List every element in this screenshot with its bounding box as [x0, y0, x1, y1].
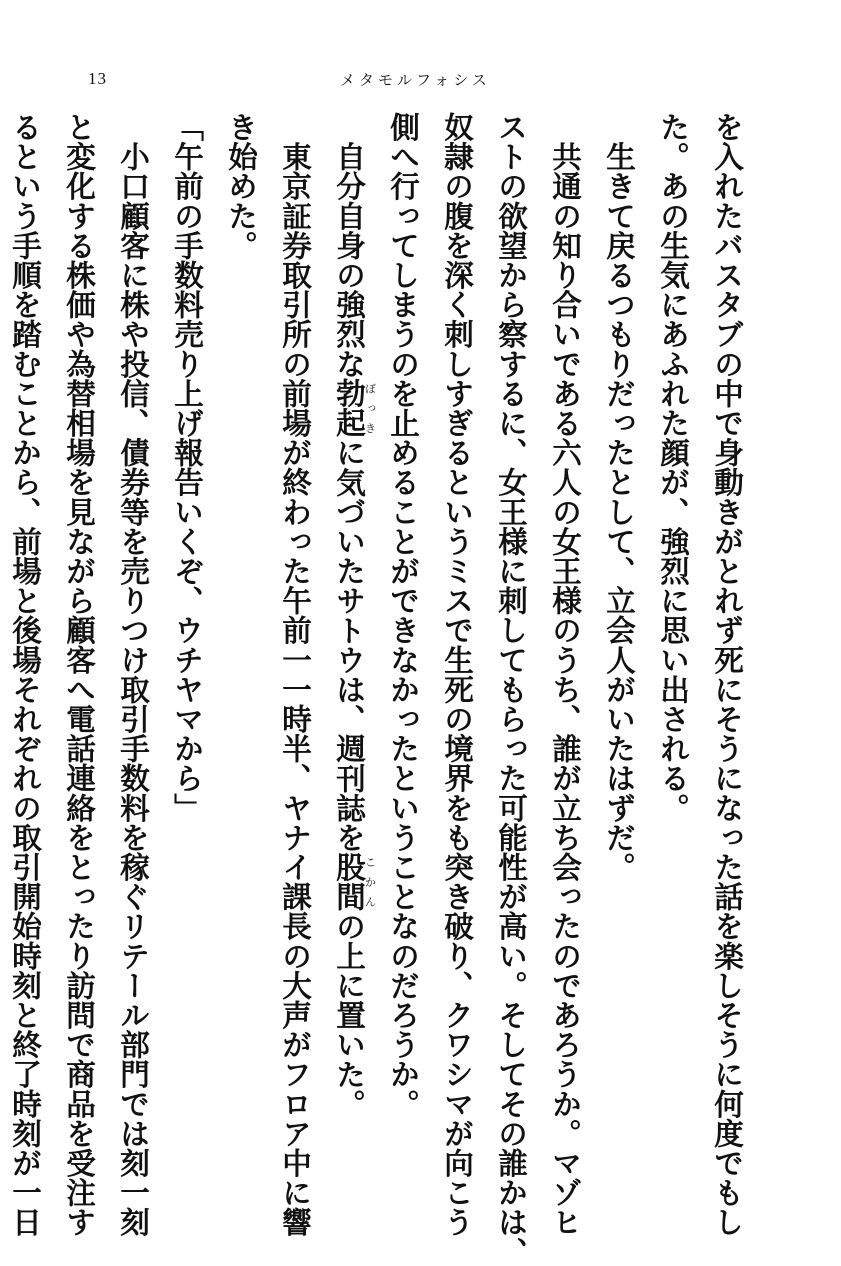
text-line: た。あの生気にあふれた顔が、強烈に思い出される。: [656, 112, 690, 823]
text-line: き始めた。: [224, 112, 258, 260]
text-line: を入れたバスタブの中で身動きがとれず死にそうになった話を楽しそうに何度でもし: [710, 112, 744, 1237]
text-line: 東京証券取引所の前場が終わった午前一一時半、ヤナイ課長の大声がフロア中に響: [278, 112, 312, 1237]
text-line: と変化する株価や為替相場を見ながら顧客へ電話連絡をとったり訪問で商品を受注す: [62, 112, 96, 1237]
ruby-annotation: 股間こかん: [332, 852, 377, 912]
ruby-annotation: 勃起ぼっき: [332, 378, 377, 438]
running-title: メタモルフォシス: [340, 71, 491, 89]
text-line: ストの欲望から察するに、女王様に刺してもらった可能性が高い。そしてその誰かは、: [494, 112, 528, 1266]
text-line: 側へ行ってしまうのを止めることができなかったということなのだろうか。: [386, 112, 420, 1119]
vertical-body-text: [0, 112, 754, 1266]
text-line: 生きて戻るつもりだったとして、立会人がいたはずだ。: [602, 112, 636, 882]
text-line: るという手順を踏むことから、前場と後場それぞれの取引開始時刻と終了時刻が一日: [8, 112, 42, 1237]
text-line: 奴隷の腹を深く刺しすぎるというミスで生死の境界をも突き破り、クワシマが向こう: [440, 112, 474, 1237]
text-line: 「午前の手数料売り上げ報告いくぞ、ウチヤマから」: [170, 112, 204, 823]
furigana-reading: ぼっき: [363, 378, 377, 438]
text-line: 共通の知り合いである六人の女王様のうち、誰が立ち会ったのであろうか。マゾヒ: [548, 112, 582, 1237]
furigana-reading: こかん: [363, 852, 377, 912]
page-number: 13: [88, 69, 107, 88]
text-line: 小口顧客に株や投信、債券等を売りつけ取引手数料を稼ぐリテール部門では刻一刻: [116, 112, 150, 1237]
text-line-with-ruby: 自分自身の強烈な勃起ぼっきに気づいたサトウは、週刊誌を股間こかんの上に置いた。: [332, 112, 377, 1119]
